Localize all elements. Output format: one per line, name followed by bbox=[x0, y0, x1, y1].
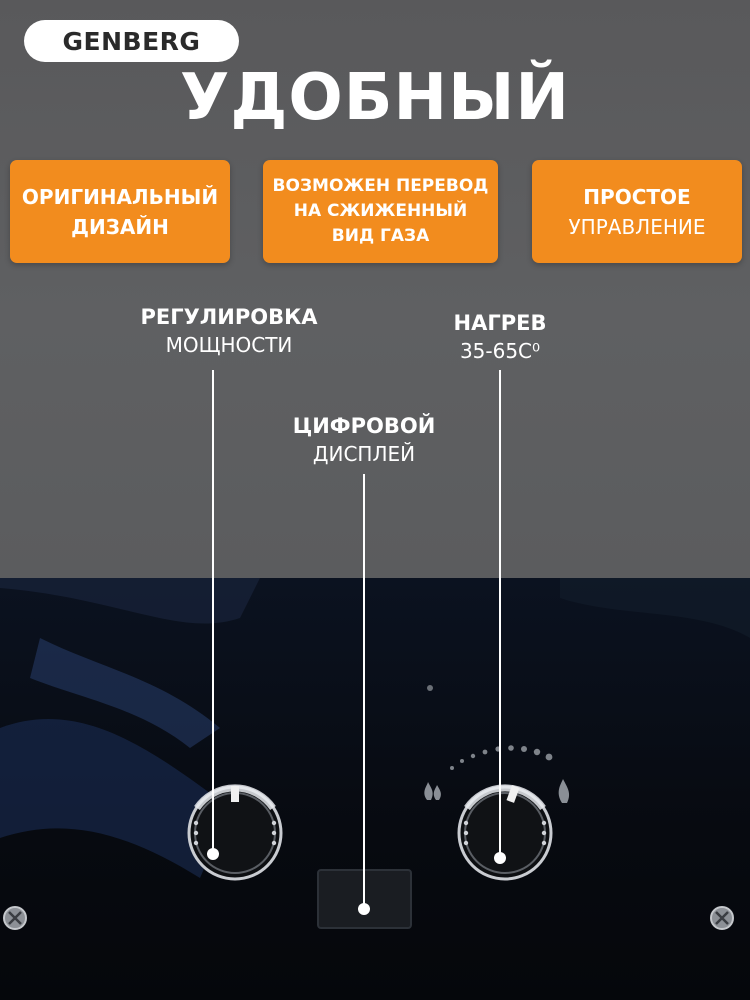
callout-display bbox=[264, 412, 464, 468]
feature-text: ОРИГИНАЛЬНЫЙ bbox=[21, 184, 219, 209]
brand-logo-text: GENBERG bbox=[62, 26, 201, 56]
feature-text: ДИЗАЙН bbox=[71, 214, 169, 239]
power-knob-icon[interactable] bbox=[189, 786, 281, 879]
feature-text: ВИД ГАЗА bbox=[331, 226, 430, 246]
heater-front-panel bbox=[0, 578, 750, 1000]
callout-title: ЦИФРОВОЙ bbox=[292, 414, 436, 438]
panel-graphics bbox=[0, 578, 750, 1000]
callout-line-display bbox=[363, 474, 365, 908]
callout-dot-heat bbox=[494, 852, 506, 864]
callout-title: РЕГУЛИРОВКА bbox=[140, 305, 318, 329]
callout-line-heat bbox=[499, 370, 501, 855]
callout-line-power bbox=[212, 370, 214, 855]
callout-subtitle: ДИСПЛЕЙ bbox=[312, 442, 416, 466]
callout-dot-power bbox=[207, 848, 219, 860]
feature-card-design bbox=[10, 160, 230, 263]
heat-scale bbox=[450, 745, 552, 770]
feature-text: ВОЗМОЖЕН ПЕРЕВОД bbox=[272, 176, 489, 196]
callout-subtitle: МОЩНОСТИ bbox=[165, 333, 293, 357]
callout-subtitle: 35-65С⁰ bbox=[459, 339, 541, 363]
flame-large-icon bbox=[559, 779, 569, 803]
callout-dot-display bbox=[358, 903, 370, 915]
screw-icon bbox=[711, 907, 733, 929]
feature-text: УПРАВЛЕНИЕ bbox=[568, 214, 706, 239]
feature-card-simple-control bbox=[532, 160, 742, 263]
feature-card-gas-conversion bbox=[263, 160, 498, 263]
screw-icon bbox=[4, 907, 26, 929]
headline: УДОБНЫЙ bbox=[180, 61, 570, 135]
feature-text: ПРОСТОЕ bbox=[583, 184, 691, 209]
flame-small-icon bbox=[424, 782, 441, 800]
callout-heat bbox=[410, 309, 590, 365]
callout-title: НАГРЕВ bbox=[453, 311, 547, 335]
heat-knob-icon[interactable] bbox=[459, 785, 551, 879]
feature-text: НА СЖИЖЕННЫЙ bbox=[293, 201, 468, 221]
callout-power bbox=[110, 303, 348, 359]
knob-left-marks bbox=[427, 685, 433, 691]
brand-logo bbox=[24, 20, 239, 62]
